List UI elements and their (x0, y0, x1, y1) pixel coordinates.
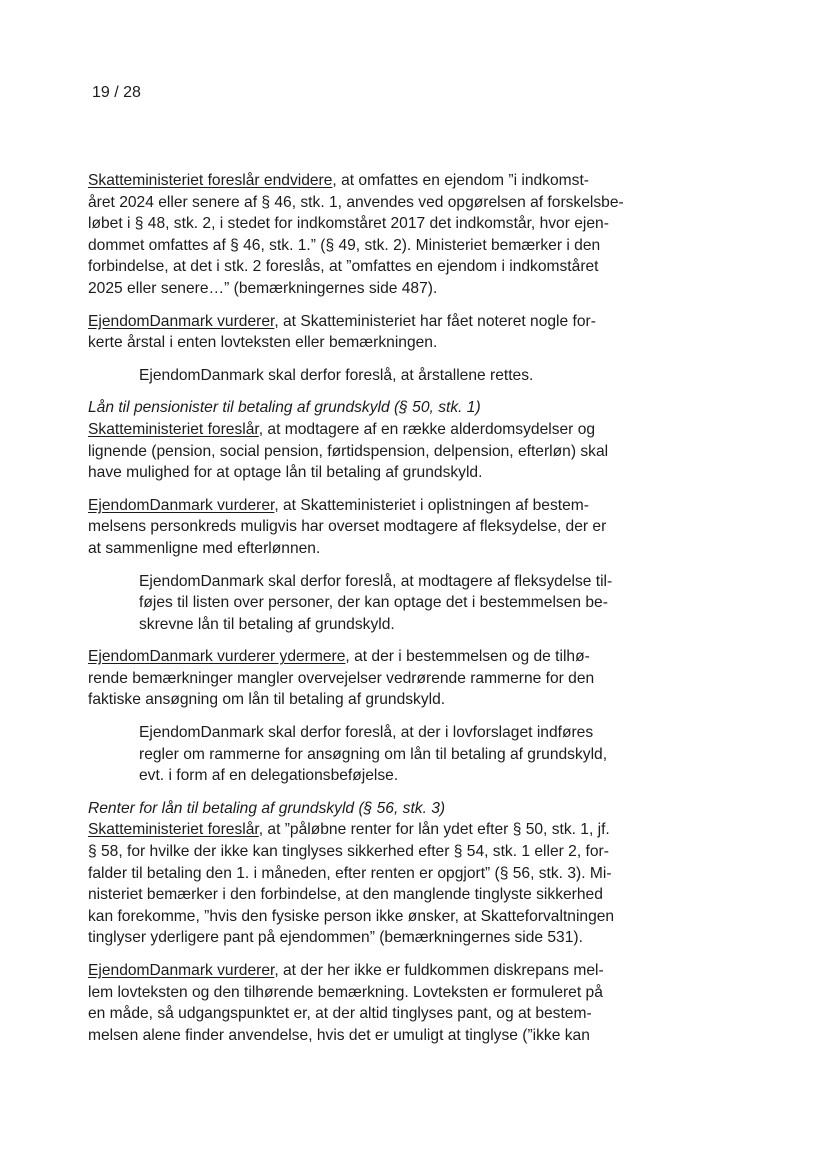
line-text: , at Skatteministeriet i oplistningen af bestem- (274, 496, 589, 514)
text-line: melsen alene finder anvendelse, hvis det er umuligt at tinglyse (”ikke kan (88, 1026, 590, 1044)
text-line: dommet omfattes af § 46, stk. 1.” (§ 49, stk. 2). Ministeriet bemærker i den (88, 236, 601, 254)
section-laan-pensionister (88, 397, 688, 483)
section-heading: Lån til pensionister til betaling af grundskyld (§ 50, stk. 1) (88, 399, 481, 417)
paragraph-vurderer-fleksydelse (88, 495, 688, 560)
text-line: forbindelse, at det i stk. 2 foreslås, at ”omfattes en ejendom i indkomståret (88, 258, 599, 276)
proposal-aarstal (88, 365, 688, 387)
paragraph-vurderer-diskrepans (88, 960, 688, 1046)
text-line: EjendomDanmark skal derfor foreslå, at modtagere af fleksydelse til- (139, 572, 613, 590)
text-line: EjendomDanmark skal derfor foreslå, at der i lovforslaget indføres (139, 724, 594, 742)
text-line (88, 170, 688, 192)
text-line: kan forekomme, ”hvis den fysiske person ikke ønsker, at Skatteforvaltningen (88, 907, 615, 925)
page-number: 19 / 28 (92, 84, 141, 101)
text-line: lignende (pension, social pension, førtidspension, delpension, efterløn) skal (88, 442, 609, 460)
text-line: lem lovteksten og den tilhørende bemærkning. Lovteksten er formuleret på (88, 983, 603, 1001)
text-line: kerte årstal i enten lovteksten eller bemærkningen. (88, 334, 438, 352)
text-line: en måde, så udgangspunktet er, at der altid tinglyses pant, og at bestem- (88, 1005, 592, 1023)
section-renter (88, 798, 688, 949)
text-line (88, 819, 688, 841)
text-line: falder til betaling den 1. i måneden, efter renten er opgjort” (§ 56, stk. 3). Mi- (88, 864, 612, 882)
text-line: føjes til listen over personer, der kan optage det i bestemmelsen be- (139, 594, 608, 612)
paragraph-vurderer-ydermere (88, 646, 688, 711)
text-line: at sammenligne med efterlønnen. (88, 539, 321, 557)
text-line: skrevne lån til betaling af grundskyld. (139, 615, 395, 633)
line-text: , at omfattes en ejendom ”i indkomst- (332, 172, 589, 189)
text-line (88, 419, 688, 441)
text-line: § 58, for hvilke der ikke kan tinglyses sikkerhed efter § 54, stk. 1 eller 2, for- (88, 843, 609, 861)
text-line: have mulighed for at optage lån til betaling af grundskyld. (88, 464, 483, 482)
text-line: EjendomDanmark skal derfor foreslå, at årstallene rettes. (139, 366, 534, 384)
proposal-fleksydelse (88, 571, 688, 636)
underlined-lead: EjendomDanmark vurderer ydermere (88, 648, 346, 666)
text-line: evt. i form af en delegationsbeføjelse. (139, 767, 399, 785)
text-line (88, 646, 688, 668)
section-heading: Renter for lån til betaling af grundskyld (§ 56, stk. 3) (88, 799, 446, 817)
text-line: nisteriet bemærker i den forbindelse, at den manglende tinglyste sikkerhed (88, 886, 603, 904)
text-line: løbet i § 48, stk. 2, i stedet for indkomståret 2017 det indkomstår, hvor ejen- (88, 215, 609, 233)
text-line (88, 311, 688, 333)
text-line (88, 960, 688, 982)
proposal-ansoegning (88, 722, 688, 787)
text-line: 2025 eller senere…” (bemærkningernes side 487). (88, 279, 438, 297)
line-text: , at der her ikke er fuldkommen diskrepans mel- (274, 962, 604, 979)
line-text: , at ”påløbne renter for lån ydet efter § 50, stk. 1, jf. (258, 821, 610, 839)
underlined-lead: Skatteministeriet foreslår endvidere (88, 172, 333, 189)
underlined-lead: EjendomDanmark vurderer (88, 962, 275, 979)
text-line (88, 495, 688, 517)
text-line: melsens personkreds muligvis har overset modtagere af fleksydelse, der er (88, 518, 607, 536)
underlined-lead: Skatteministeriet foreslår (88, 821, 259, 839)
line-text: , at Skatteministeriet har fået noteret nogle for- (274, 312, 596, 330)
text-line: tinglyser yderligere pant på ejendommen” (bemærkningernes side 531). (88, 929, 583, 947)
line-text: , at modtagere af en række alderdomsydelser og (258, 420, 596, 438)
line-text: , at der i bestemmelsen og de tilhø- (345, 648, 590, 666)
document-body (88, 170, 688, 1046)
paragraph-endvidere (88, 170, 688, 300)
text-line: faktiske ansøgning om lån til betaling af grundskyld. (88, 691, 446, 709)
underlined-lead: Skatteministeriet foreslår (88, 420, 259, 438)
underlined-lead: EjendomDanmark vurderer (88, 496, 275, 514)
text-line: året 2024 eller senere af § 46, stk. 1, anvendes ved opgørelsen af forskelsbe- (88, 193, 624, 211)
text-line: regler om rammerne for ansøgning om lån til betaling af grundskyld, (139, 745, 608, 763)
paragraph-vurderer-aarstal (88, 311, 688, 354)
underlined-lead: EjendomDanmark vurderer (88, 312, 275, 330)
text-line: rende bemærkninger mangler overvejelser vedrørende rammerne for den (88, 669, 595, 687)
